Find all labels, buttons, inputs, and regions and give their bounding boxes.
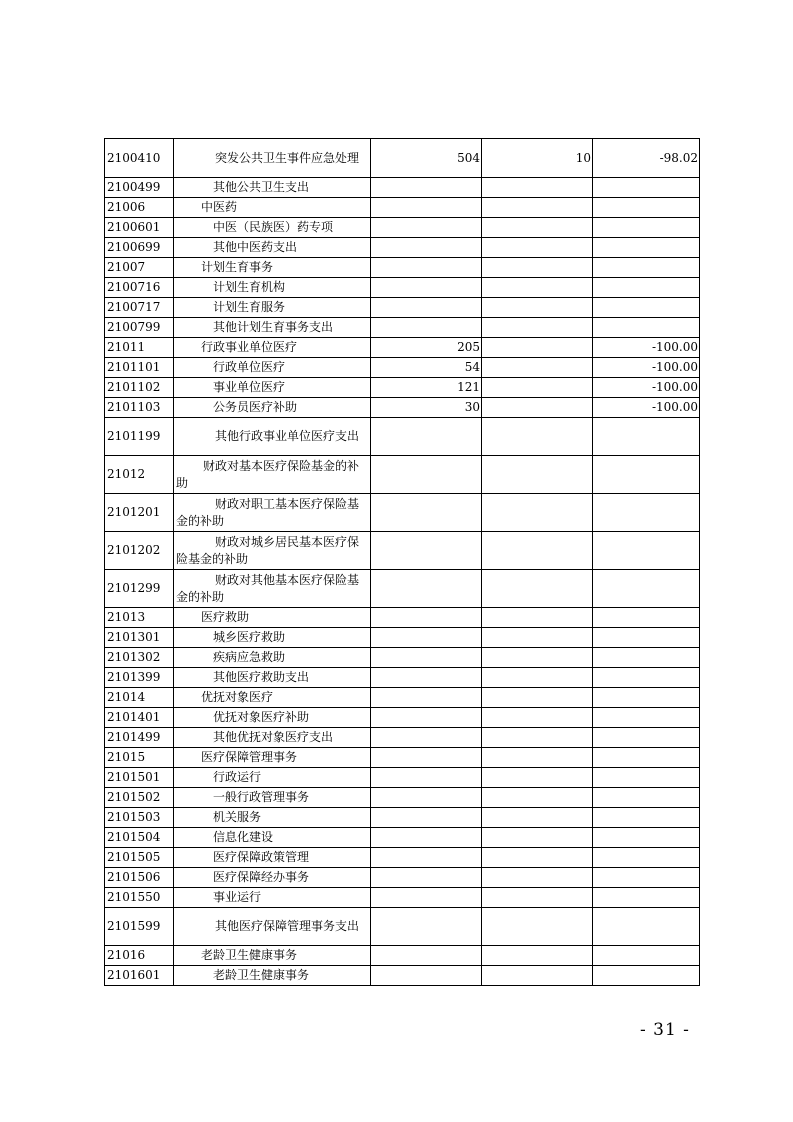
table-row (105, 868, 700, 888)
row-value2-cell (482, 532, 593, 570)
row-code-cell: 2101299 (105, 570, 174, 608)
row-value3-cell (593, 570, 700, 608)
table-row (105, 888, 700, 908)
row-code-cell: 2101202 (105, 532, 174, 570)
row-value1-cell (371, 848, 482, 868)
row-value1-cell (371, 708, 482, 728)
row-code-cell: 2101399 (105, 668, 174, 688)
row-value1-cell (371, 532, 482, 570)
row-value3-cell (593, 258, 700, 278)
row-value2-cell (482, 318, 593, 338)
row-value1-cell (371, 888, 482, 908)
table-row (105, 238, 700, 258)
row-name-cell: 其他公共卫生支出 (174, 178, 371, 198)
row-value1-cell: 54 (371, 358, 482, 378)
row-code-cell: 2101301 (105, 628, 174, 648)
row-value3-cell (593, 648, 700, 668)
row-value2-cell (482, 628, 593, 648)
row-value2-cell (482, 648, 593, 668)
table-row (105, 748, 700, 768)
row-name-cell: 信息化建设 (174, 828, 371, 848)
table-row (105, 608, 700, 628)
row-value2-cell (482, 258, 593, 278)
row-name-cell: 疾病应急救助 (174, 648, 371, 668)
table-row (105, 494, 700, 532)
row-value3-cell (593, 218, 700, 238)
table-row (105, 298, 700, 318)
row-code-cell: 2101101 (105, 358, 174, 378)
row-value1-cell (371, 768, 482, 788)
row-value1-cell (371, 494, 482, 532)
row-code-cell: 21014 (105, 688, 174, 708)
table-row (105, 668, 700, 688)
row-code-cell: 2101102 (105, 378, 174, 398)
row-value1-cell (371, 908, 482, 946)
row-value2-cell (482, 456, 593, 494)
row-value1-cell (371, 748, 482, 768)
row-name-cell: 老龄卫生健康事务 (174, 966, 371, 986)
row-name-cell: 事业单位医疗 (174, 378, 371, 398)
table-row (105, 318, 700, 338)
row-name-cell: 财政对城乡居民基本医疗保险基金的补助 (174, 532, 371, 570)
table-row (105, 728, 700, 748)
row-value2-cell (482, 966, 593, 986)
row-name-cell: 优抚对象医疗 (174, 688, 371, 708)
row-value2-cell (482, 768, 593, 788)
row-code-cell: 2101503 (105, 808, 174, 828)
row-name-cell: 计划生育机构 (174, 278, 371, 298)
table-row (105, 532, 700, 570)
row-value2-cell (482, 398, 593, 418)
row-name-cell: 优抚对象医疗补助 (174, 708, 371, 728)
row-value1-cell: 121 (371, 378, 482, 398)
table-body (105, 139, 700, 986)
table-row (105, 278, 700, 298)
row-value1-cell (371, 418, 482, 456)
table-row (105, 338, 700, 358)
row-value2-cell (482, 788, 593, 808)
row-value1-cell (371, 828, 482, 848)
row-code-cell: 2100499 (105, 178, 174, 198)
row-value2-cell (482, 418, 593, 456)
row-name-cell: 计划生育服务 (174, 298, 371, 318)
row-value1-cell (371, 278, 482, 298)
row-value1-cell (371, 668, 482, 688)
table-row (105, 258, 700, 278)
row-code-cell: 21007 (105, 258, 174, 278)
row-name-cell: 其他医疗保障管理事务支出 (174, 908, 371, 946)
row-name-cell: 机关服务 (174, 808, 371, 828)
table-row (105, 788, 700, 808)
row-code-cell: 2101550 (105, 888, 174, 908)
table-row (105, 648, 700, 668)
row-value2-cell (482, 338, 593, 358)
row-value1-cell: 30 (371, 398, 482, 418)
row-value1-cell (371, 788, 482, 808)
row-value2-cell (482, 946, 593, 966)
table-row (105, 178, 700, 198)
row-value3-cell (593, 748, 700, 768)
table-row (105, 966, 700, 986)
row-value3-cell (593, 788, 700, 808)
table-row (105, 398, 700, 418)
row-value2-cell (482, 238, 593, 258)
row-name-cell: 其他行政事业单位医疗支出 (174, 418, 371, 456)
row-value3-cell (593, 908, 700, 946)
row-code-cell: 2101201 (105, 494, 174, 532)
row-code-cell: 2101504 (105, 828, 174, 848)
row-value3-cell (593, 318, 700, 338)
row-value3-cell (593, 828, 700, 848)
row-value3-cell (593, 494, 700, 532)
row-value3-cell (593, 198, 700, 218)
row-code-cell: 21006 (105, 198, 174, 218)
row-value2-cell (482, 708, 593, 728)
row-value3-cell (593, 946, 700, 966)
row-value3-cell: -100.00 (593, 398, 700, 418)
row-code-cell: 2101502 (105, 788, 174, 808)
row-value3-cell (593, 868, 700, 888)
budget-table (104, 138, 700, 986)
table-row (105, 828, 700, 848)
row-code-cell: 2101505 (105, 848, 174, 868)
table-row (105, 808, 700, 828)
row-code-cell: 2101302 (105, 648, 174, 668)
row-name-cell: 突发公共卫生事件应急处理 (174, 139, 371, 178)
row-value3-cell (593, 278, 700, 298)
row-value2-cell (482, 378, 593, 398)
row-code-cell: 2100717 (105, 298, 174, 318)
row-name-cell: 其他计划生育事务支出 (174, 318, 371, 338)
row-value1-cell (371, 728, 482, 748)
row-value1-cell (371, 218, 482, 238)
row-value1-cell (371, 198, 482, 218)
row-code-cell: 2101401 (105, 708, 174, 728)
row-value1-cell (371, 966, 482, 986)
row-value3-cell (593, 178, 700, 198)
row-name-cell: 医疗保障管理事务 (174, 748, 371, 768)
row-value1-cell (371, 868, 482, 888)
row-value1-cell (371, 570, 482, 608)
row-value3-cell (593, 768, 700, 788)
row-value2-cell (482, 198, 593, 218)
row-value3-cell: -98.02 (593, 139, 700, 178)
row-value1-cell (371, 946, 482, 966)
row-value3-cell (593, 848, 700, 868)
row-value2-cell (482, 748, 593, 768)
row-value1-cell: 504 (371, 139, 482, 178)
table-row (105, 848, 700, 868)
row-value1-cell (371, 238, 482, 258)
table-row (105, 628, 700, 648)
row-name-cell: 其他优抚对象医疗支出 (174, 728, 371, 748)
row-code-cell: 2100410 (105, 139, 174, 178)
table-row (105, 456, 700, 494)
row-value1-cell (371, 298, 482, 318)
row-value2-cell (482, 570, 593, 608)
row-name-cell: 行政单位医疗 (174, 358, 371, 378)
row-code-cell: 21011 (105, 338, 174, 358)
row-value3-cell (593, 688, 700, 708)
row-value1-cell (371, 808, 482, 828)
row-value2-cell (482, 728, 593, 748)
row-value2-cell (482, 868, 593, 888)
row-value3-cell (593, 418, 700, 456)
table-row (105, 570, 700, 608)
row-name-cell: 老龄卫生健康事务 (174, 946, 371, 966)
row-value1-cell (371, 456, 482, 494)
row-value1-cell (371, 608, 482, 628)
row-value2-cell (482, 178, 593, 198)
row-name-cell: 事业运行 (174, 888, 371, 908)
row-code-cell: 2100601 (105, 218, 174, 238)
row-code-cell: 2101599 (105, 908, 174, 946)
table-row (105, 768, 700, 788)
row-name-cell: 医疗保障经办事务 (174, 868, 371, 888)
row-code-cell: 2101199 (105, 418, 174, 456)
row-value2-cell (482, 358, 593, 378)
row-value1-cell (371, 688, 482, 708)
row-value3-cell: -100.00 (593, 358, 700, 378)
row-name-cell: 城乡医疗救助 (174, 628, 371, 648)
row-value1-cell (371, 318, 482, 338)
row-code-cell: 2101499 (105, 728, 174, 748)
row-value1-cell (371, 648, 482, 668)
row-code-cell: 21015 (105, 748, 174, 768)
row-value3-cell (593, 888, 700, 908)
row-name-cell: 中医药 (174, 198, 371, 218)
row-name-cell: 计划生育事务 (174, 258, 371, 278)
page-number: - 31 - (640, 1020, 690, 1040)
row-value1-cell (371, 178, 482, 198)
table-row (105, 708, 700, 728)
row-value3-cell (593, 298, 700, 318)
row-value2-cell: 10 (482, 139, 593, 178)
row-value2-cell (482, 218, 593, 238)
table-row (105, 946, 700, 966)
row-code-cell: 2100716 (105, 278, 174, 298)
row-name-cell: 中医（民族医）药专项 (174, 218, 371, 238)
row-value2-cell (482, 298, 593, 318)
row-name-cell: 公务员医疗补助 (174, 398, 371, 418)
table-row (105, 198, 700, 218)
table-row (105, 139, 700, 178)
row-value2-cell (482, 828, 593, 848)
row-name-cell: 行政运行 (174, 768, 371, 788)
row-name-cell: 医疗保障政策管理 (174, 848, 371, 868)
row-code-cell: 21013 (105, 608, 174, 628)
row-name-cell: 其他医疗救助支出 (174, 668, 371, 688)
row-value2-cell (482, 278, 593, 298)
table-row (105, 378, 700, 398)
table-row (105, 688, 700, 708)
row-name-cell: 财政对职工基本医疗保险基金的补助 (174, 494, 371, 532)
row-code-cell: 2100699 (105, 238, 174, 258)
row-code-cell: 21016 (105, 946, 174, 966)
table-row (105, 218, 700, 238)
row-name-cell: 行政事业单位医疗 (174, 338, 371, 358)
row-value3-cell (593, 238, 700, 258)
row-value3-cell (593, 532, 700, 570)
row-value2-cell (482, 908, 593, 946)
row-value3-cell: -100.00 (593, 378, 700, 398)
row-value3-cell (593, 966, 700, 986)
table-row (105, 358, 700, 378)
row-name-cell: 其他中医药支出 (174, 238, 371, 258)
row-code-cell: 2101103 (105, 398, 174, 418)
row-name-cell: 医疗救助 (174, 608, 371, 628)
table-row (105, 908, 700, 946)
row-value1-cell (371, 258, 482, 278)
row-value3-cell: -100.00 (593, 338, 700, 358)
row-code-cell: 2100799 (105, 318, 174, 338)
row-value3-cell (593, 708, 700, 728)
table-row (105, 418, 700, 456)
row-value3-cell (593, 456, 700, 494)
row-name-cell: 财政对基本医疗保险基金的补助 (174, 456, 371, 494)
row-name-cell: 一般行政管理事务 (174, 788, 371, 808)
row-code-cell: 2101601 (105, 966, 174, 986)
row-value3-cell (593, 668, 700, 688)
row-value2-cell (482, 688, 593, 708)
row-value3-cell (593, 628, 700, 648)
row-value3-cell (593, 608, 700, 628)
row-value3-cell (593, 728, 700, 748)
row-value3-cell (593, 808, 700, 828)
row-value2-cell (482, 808, 593, 828)
row-value2-cell (482, 668, 593, 688)
row-code-cell: 2101501 (105, 768, 174, 788)
row-code-cell: 21012 (105, 456, 174, 494)
row-code-cell: 2101506 (105, 868, 174, 888)
row-value1-cell: 205 (371, 338, 482, 358)
row-value2-cell (482, 494, 593, 532)
row-value2-cell (482, 888, 593, 908)
row-value2-cell (482, 608, 593, 628)
row-value2-cell (482, 848, 593, 868)
row-name-cell: 财政对其他基本医疗保险基金的补助 (174, 570, 371, 608)
row-value1-cell (371, 628, 482, 648)
